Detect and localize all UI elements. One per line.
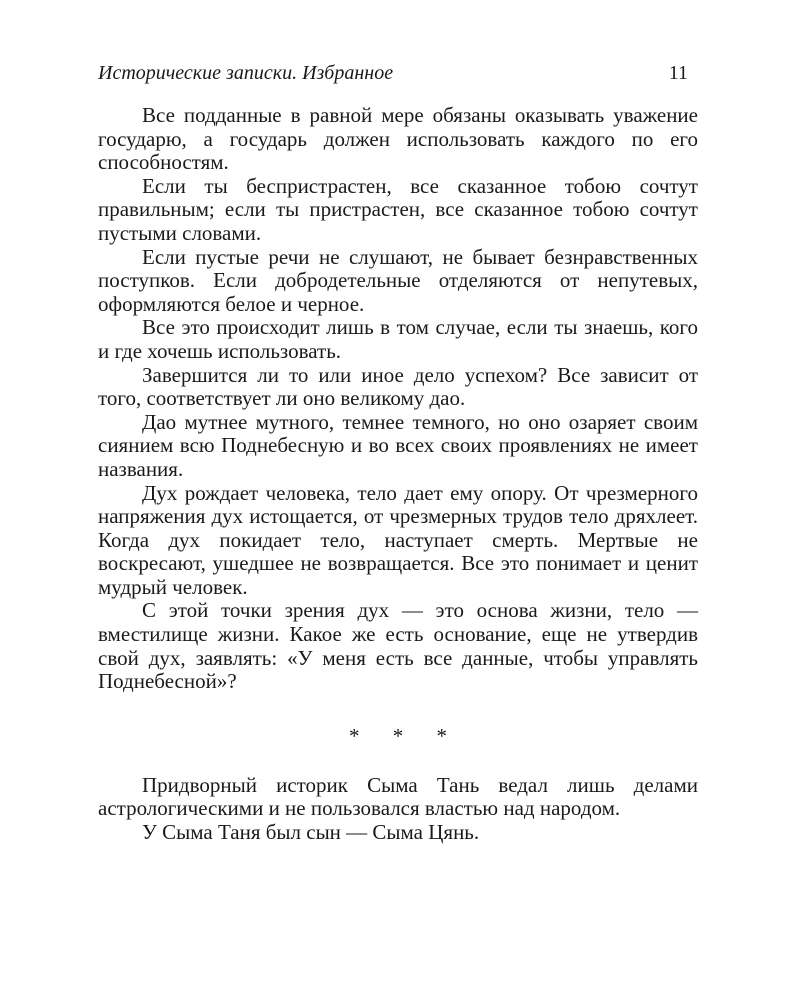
paragraph: Дух рождает человека, тело дает ему опору. От чрезмерного напряжения дух истощается, от чрезмерных трудов тело дряхлеет. Когда дух покидает тело, наступает смерть. Мертвые не воскресают, ушедшее не возвращается. Все это понимает и ценит мудрый человек.	[98, 480, 698, 599]
paragraph: Дао мутнее мутного, темнее темного, но оно озаряет своим сиянием всю Поднебесную и во всех своих проявлениях не имеет названия.	[98, 409, 698, 481]
paragraph: У Сыма Таня был сын — Сыма Цянь.	[142, 820, 480, 845]
paragraph: Придворный историк Сыма Тань ведал лишь делами астрологическими и не пользовался властью над народом.	[98, 772, 698, 821]
paragraph: Все это происходит лишь в том случае, если ты знаешь, кого и где хочешь использовать.	[98, 315, 698, 363]
paragraph: Все подданные в равной мере обязаны оказывать уважение государю, а государь должен использовать каждого по его способностям.	[98, 103, 698, 175]
paragraph: Если пустые речи не слушают, не бывает безнравственных поступков. Если добродетельные отделяются от непутевых, оформляются белое и черное.	[98, 244, 698, 316]
section-separator: * * *	[349, 723, 461, 748]
paragraph: С этой точки зрения дух — это основа жизни, тело — вместилище жизни. Какое же есть основание, еще не утвердив свой дух, заявлять: «У меня есть все данные, чтобы управлять Поднебесной»?	[98, 598, 698, 694]
paragraph: Завершится ли то или иное дело успехом? Все зависит от того, соответствует ли оно великому дао.	[98, 362, 698, 411]
body-text	[98, 104, 698, 845]
book-page	[98, 60, 698, 845]
running-title: Исторические записки. Избранное	[98, 62, 394, 84]
page-number: 11	[668, 62, 688, 84]
running-header	[98, 60, 698, 86]
paragraph: Если ты беспристрастен, все сказанное тобою сочтут правильным; если ты пристрастен, все сказанное тобою сочтут пустыми словами.	[98, 173, 698, 245]
